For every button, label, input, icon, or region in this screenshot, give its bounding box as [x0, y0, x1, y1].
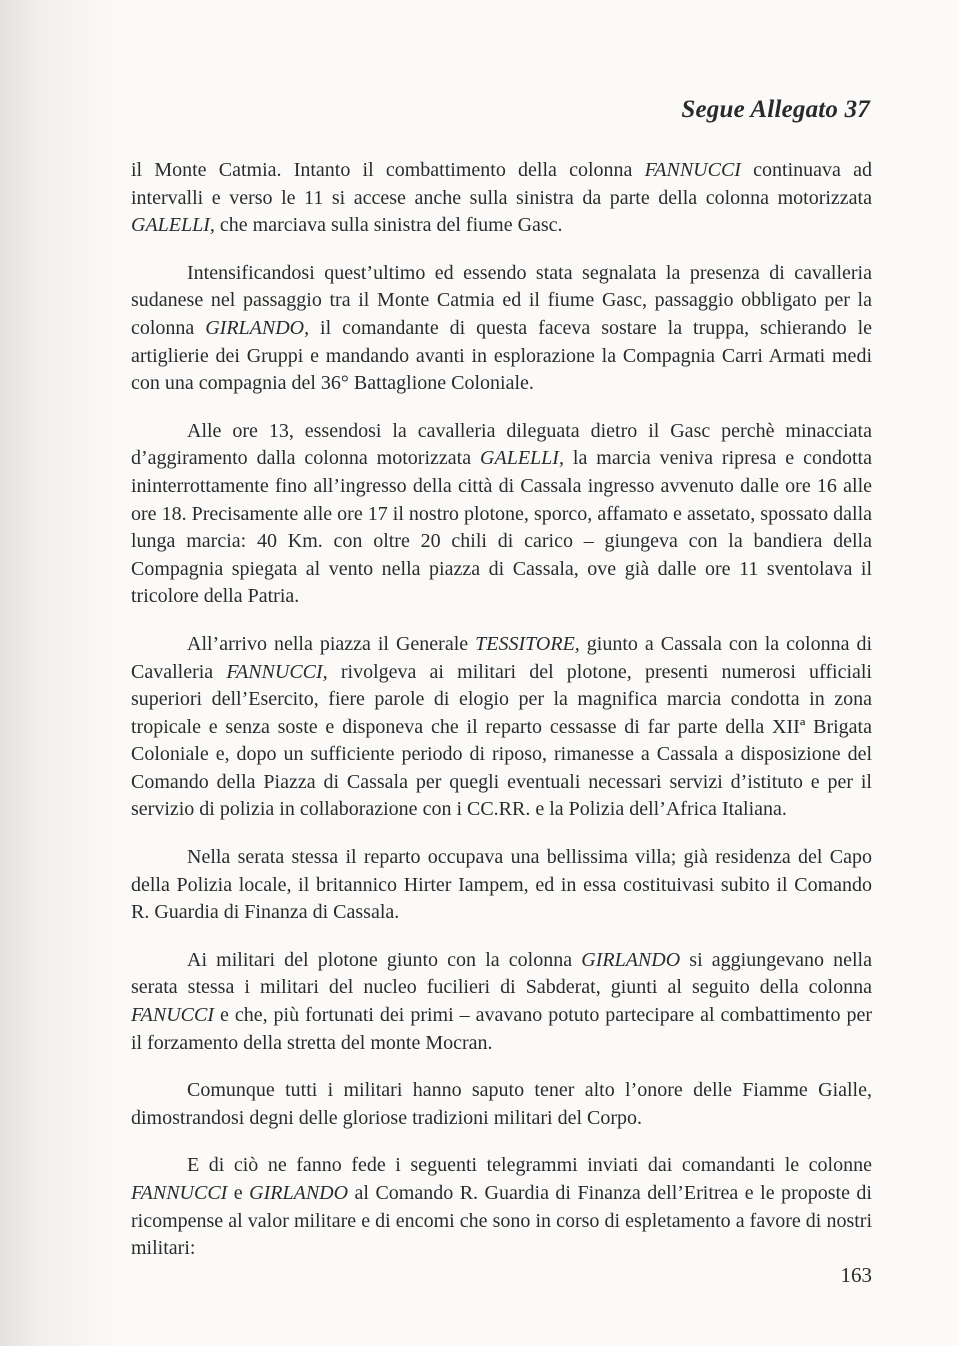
text-run: che marciava sulla sinistra del fiume Gasc. — [214, 214, 563, 237]
paragraph — [131, 844, 872, 927]
text-run: e che, più fortunati dei primi – avavano potuto partecipare al combattimento per il forzamento della stretta del monte Mocran. — [131, 1004, 872, 1054]
text-run: Comunque tutti i militari hanno saputo tener alto l’onore delle Fiamme Gialle, dimostrandosi degni delle gloriose tradizioni militari del Corpo. — [131, 1079, 872, 1129]
text-run: rivolgeva ai militari del plotone, presenti numerosi ufficiali superiori dell’Esercito, fiere parole di elogio per la magnifica marcia condotta in zona tropicale e senza soste e disponeva che il reparto cessasse di far parte della XIIª Brigata Coloniale e, dopo un sufficiente periodo di riposo, rimanesse a Cassala a disposizione del Comando della Piazza di Cassala per quegli eventuali necessari servizi d’istituto e per il servizio di polizia in collaborazione con i CC.RR. e la Polizia dell’Africa Italiana. — [131, 660, 872, 821]
text-run: Intensificandosi quest’ultimo ed essendo stata segnalata la presenza di cavalleria sudanese nel passaggio tra il Monte Catmia ed il fiume Gasc, passaggio obbligato per la colonna — [131, 261, 872, 339]
text-run: Alle ore 13, essendosi la cavalleria dileguata dietro il Gasc perchè minacciata d’aggiramento dalla colonna motorizzata — [131, 419, 872, 470]
text-run: Ai militari del plotone giunto con la colonna — [187, 948, 582, 971]
italic-run: GIRLANDO, — [205, 316, 310, 339]
italic-run: TESSITORE, — [475, 632, 580, 655]
text-run: Nella serata stessa il reparto occupava una bellissima villa; già residenza del Capo della Polizia locale, il britannico Hirter Iampem, ed in essa costituivasi subito il Comando R. Guardia di Finanza di Cassala. — [131, 846, 872, 924]
italic-run: GALELLI, — [480, 447, 564, 470]
italic-run: FANNUCCI, — [226, 660, 328, 683]
page-number: 163 — [840, 1263, 872, 1287]
text-run: si aggiungevano nella serata stessa i militari del nucleo fucilieri di Sabderat, giunti al seguito della colonna — [131, 948, 872, 999]
text-run: al Comando R. Guardia di Finanza dell’Eritrea e le proposte di ricompense al valor militare e di encomi che sono in corso di espletamento a favore di nostri militari: — [131, 1182, 872, 1260]
body-text — [131, 157, 872, 1283]
page-gutter-shadow — [0, 0, 120, 1346]
text-run: continuava ad intervalli e verso le 11 si accese anche sulla sinistra da parte della colonna motorizzata — [131, 159, 872, 209]
italic-run: FANNUCCI — [644, 159, 741, 181]
italic-run: FANUCCI — [131, 1004, 214, 1027]
italic-run: GIRLANDO — [581, 948, 681, 971]
text-run: il Monte Catmia. Intanto il combattimento della colonna — [131, 159, 645, 181]
italic-run: FANNUCCI — [131, 1182, 228, 1204]
paragraph — [131, 157, 872, 240]
paragraph — [131, 1152, 872, 1262]
text-run: il comandante di questa faceva sostare la truppa, schierando le artiglierie dei Gruppi e mandando avanti in esplorazione la Compagnia Carri Armati medi con una compagnia del 36° Battaglione Coloniale. — [131, 316, 872, 395]
paragraph — [131, 418, 872, 611]
italic-run: GIRLANDO — [249, 1182, 349, 1204]
text-run: giunto a Cassala con la colonna di Cavalleria — [131, 632, 873, 683]
paragraph — [131, 260, 872, 398]
text-run: E di ciò ne fanno fede i seguenti telegrammi inviati dai comandanti le colonne — [187, 1154, 872, 1177]
running-header: Segue Allegato 37 — [681, 96, 870, 123]
paragraph — [131, 947, 872, 1057]
paragraph — [131, 631, 872, 824]
text-run: e — [227, 1182, 250, 1204]
text-run: la marcia veniva ripresa e condotta ininterrottamente fino all’ingresso della città di Cassala ingresso avvenuto dalle ore 16 alle ore 18. Precisamente alle ore 17 il nostro plotone, sporco, affamato e assetato, spossato dalla lunga marcia: 40 Km. con oltre 20 chili di carico – giungeva con la bandiera della Compagnia spiegata al vento nella piazza di Cassala, ove già dalle ore 11 sventolava il tricolore della Patria. — [131, 447, 872, 608]
paragraph — [131, 1077, 872, 1132]
text-run: All’arrivo nella piazza il Generale — [187, 632, 476, 655]
italic-run: GALELLI, — [131, 214, 215, 237]
